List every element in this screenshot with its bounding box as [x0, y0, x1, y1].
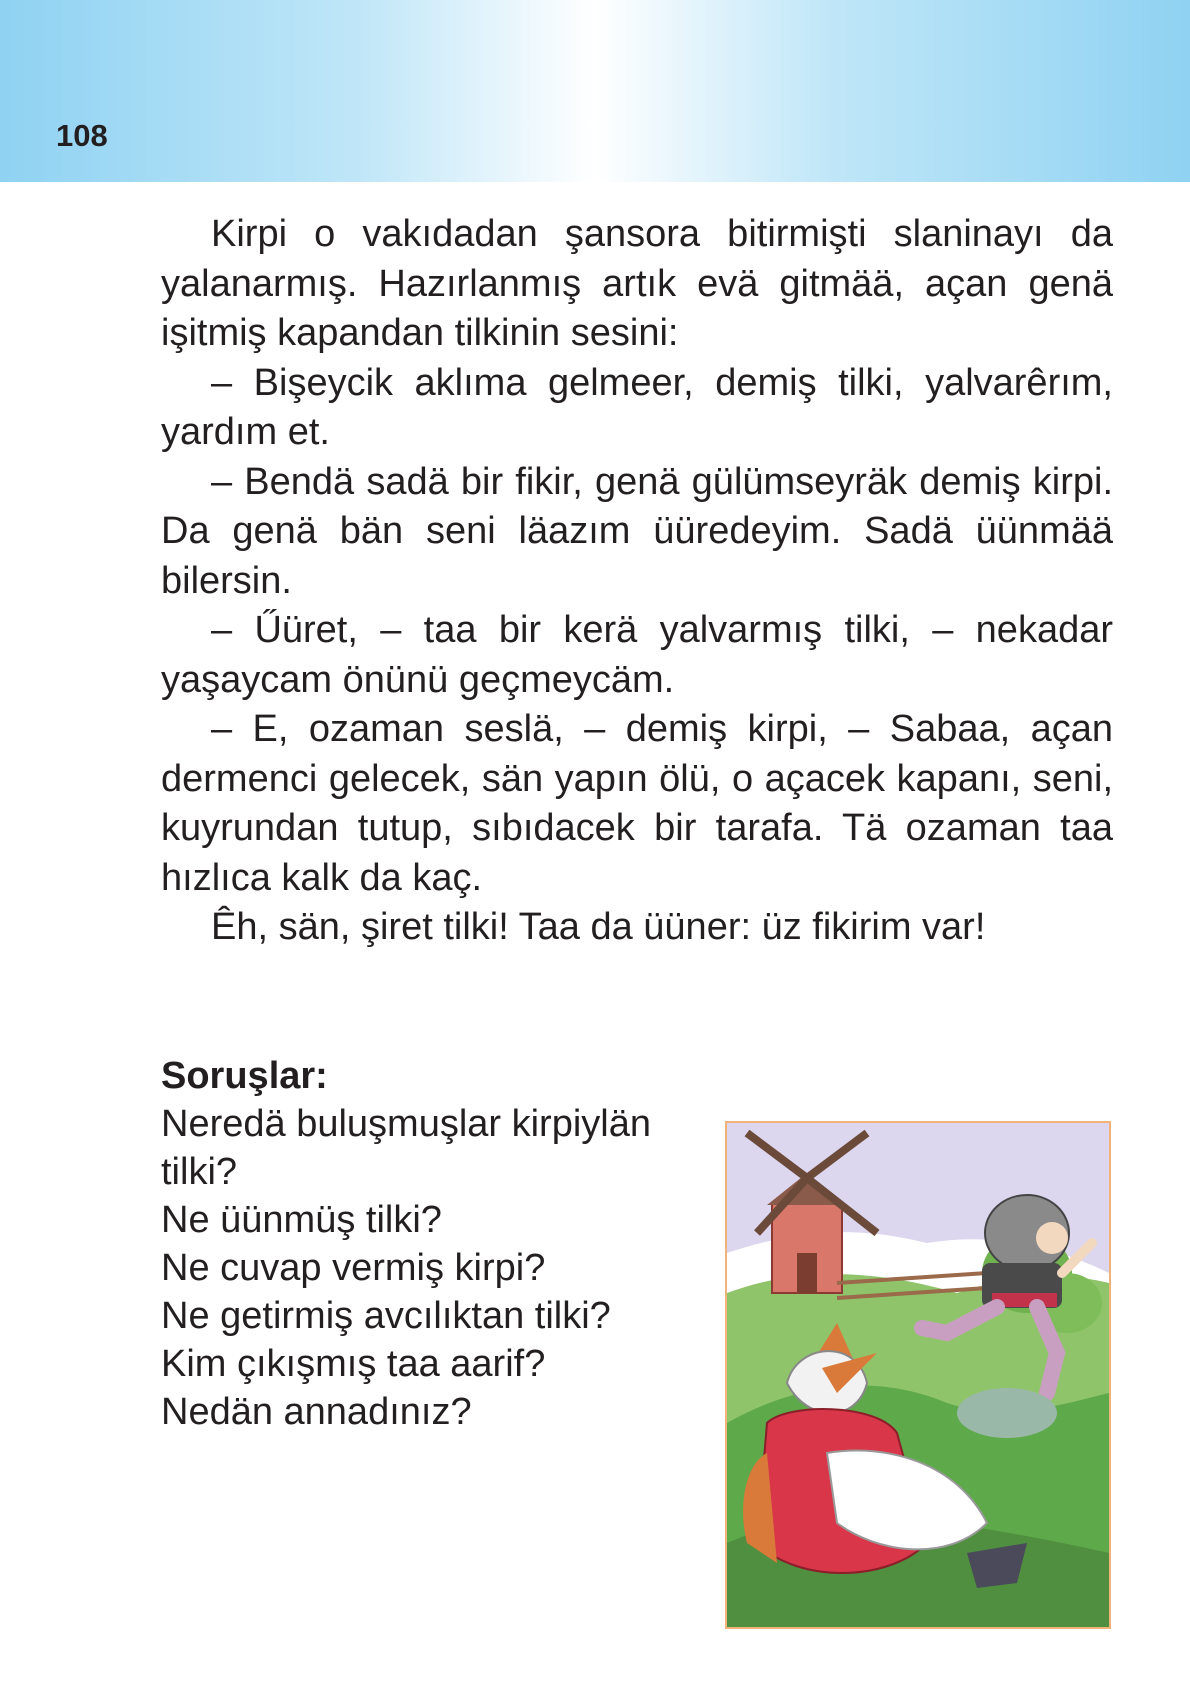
question-item: Ne üünmüş tilki?	[161, 1199, 442, 1241]
page-header-band	[0, 0, 1190, 182]
question-item: Neredä buluşmuşlar kirpiylän tilki?	[161, 1103, 651, 1193]
story-text	[161, 210, 1113, 953]
question-item: Nedän annadınız?	[161, 1391, 472, 1433]
story-paragraph: Kirpi o vakıdadan şansora bitirmişti slaninayı da yalanarmış. Hazırlanmış artık evä gitmää, açan genä işitmiş kapandan tilkinin sesini:	[161, 213, 1113, 354]
story-paragraph: – Bişeycik aklıma gelmeer, demiş tilki, yalvarêrım, yardım et.	[161, 361, 1113, 453]
story-paragraph: – E, ozaman seslä, – demiş kirpi, – Sabaa, açan dermenci gelecek, sän yapın ölü, o açacek kapanı, seni, kuyrundan tutup, sıbıdacek bir tarafa. Tä ozaman taa hızlıca kalk da kaç.	[161, 708, 1113, 899]
page-number: 108	[56, 118, 108, 153]
story-paragraph: – Bendä sadä bir fikir, genä gülümseyräk demiş kirpi. Da genä bän seni läazım üüredeyim. Sadä üünmää bilersin.	[161, 460, 1113, 602]
question-item: Ne cuvap vermiş kirpi?	[161, 1247, 546, 1289]
question-item: Kim çıkışmış taa aarif?	[161, 1343, 546, 1385]
fox-hedgehog-illustration	[725, 1121, 1111, 1629]
illustration-drawing	[727, 1123, 1109, 1627]
question-item: Ne getirmiş avcılıktan tilki?	[161, 1295, 611, 1337]
story-paragraph: – Űüret, – taa bir kerä yalvarmış tilki, – nekadar yaşaycam önünü geçmeycäm.	[161, 609, 1113, 701]
questions-section	[161, 1052, 721, 1436]
story-paragraph: Êh, sän, şiret tilki! Taa da üüner: üz fikirim var!	[211, 906, 986, 948]
questions-title: Soruşlar:	[161, 1055, 328, 1097]
